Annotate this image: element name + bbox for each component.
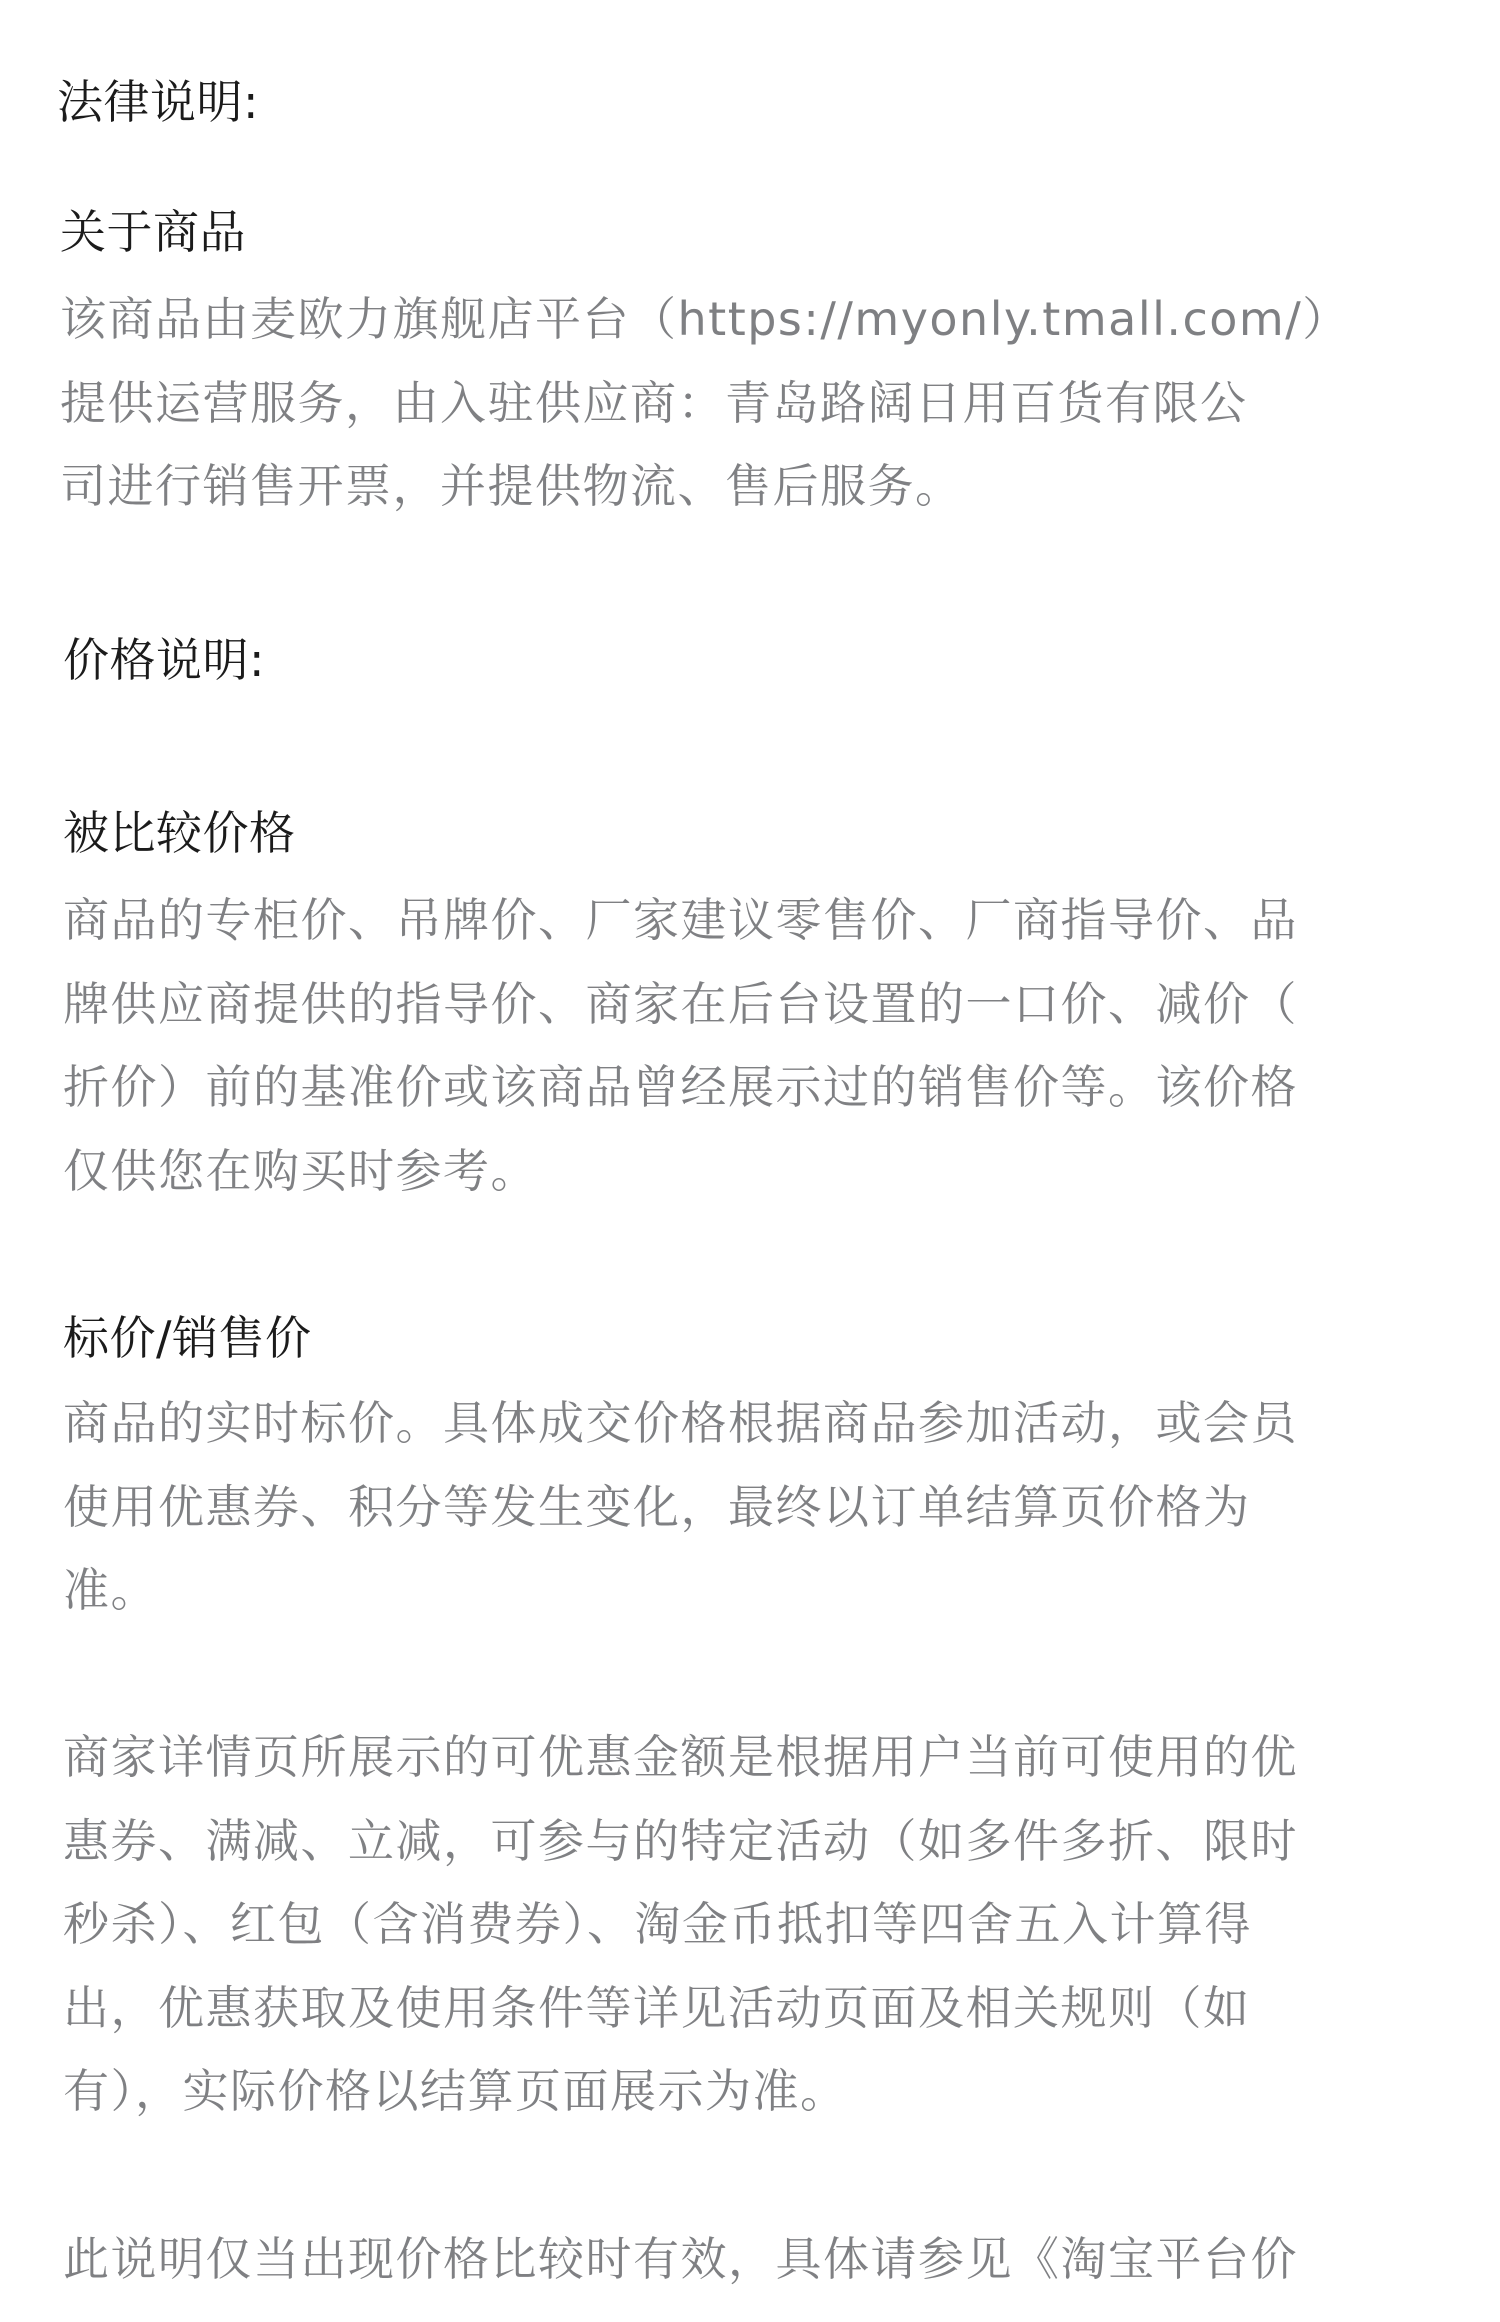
compared-price-heading: 被比较价格 (63, 806, 296, 860)
legal-title: 法律说明: (57, 75, 259, 129)
compared-price-text: 商品的专柜价、吊牌价、厂家建议零售价、厂商指导价、品 牌供应商提供的指导价、商家在后台设置的一口价、减价（ 折价）前的基准价或该商品曾经展示过的销售价等。该价格 仅供您在购买时参考。 (63, 893, 1298, 1198)
about-product-heading: 关于商品 (60, 205, 246, 259)
about-product-text: 该商品由麦欧力旗舰店平台（https://myonly.tmall.com/） 提供运营服务，由入驻供应商：青岛路阔日用百货有限公 司进行销售开票，并提供物流、售后服务。 (60, 292, 1350, 513)
list-price-text: 商品的实时标价。具体成交价格根据商品参加活动，或会员 使用优惠券、积分等发生变化，最终以订单结算页价格为 准。 (63, 1396, 1298, 1617)
price-notes-heading: 价格说明: (63, 633, 265, 687)
validity-note-text: 此说明仅当出现价格比较时有效，具体请参见《淘宝平台价 (63, 2232, 1298, 2286)
discount-note-text: 商家详情页所展示的可优惠金额是根据用户当前可使用的优 惠券、满减、立减，可参与的特定活动（如多件多折、限时 秒杀）、红包（含消费券）、淘金币抵扣等四舍五入计算得 出，优惠获取及使用条件等详见活动页面及相关规则（如 有），实际价格以结算页面展示为准。 (63, 1730, 1298, 2118)
list-price-heading: 标价/销售价 (63, 1311, 312, 1365)
